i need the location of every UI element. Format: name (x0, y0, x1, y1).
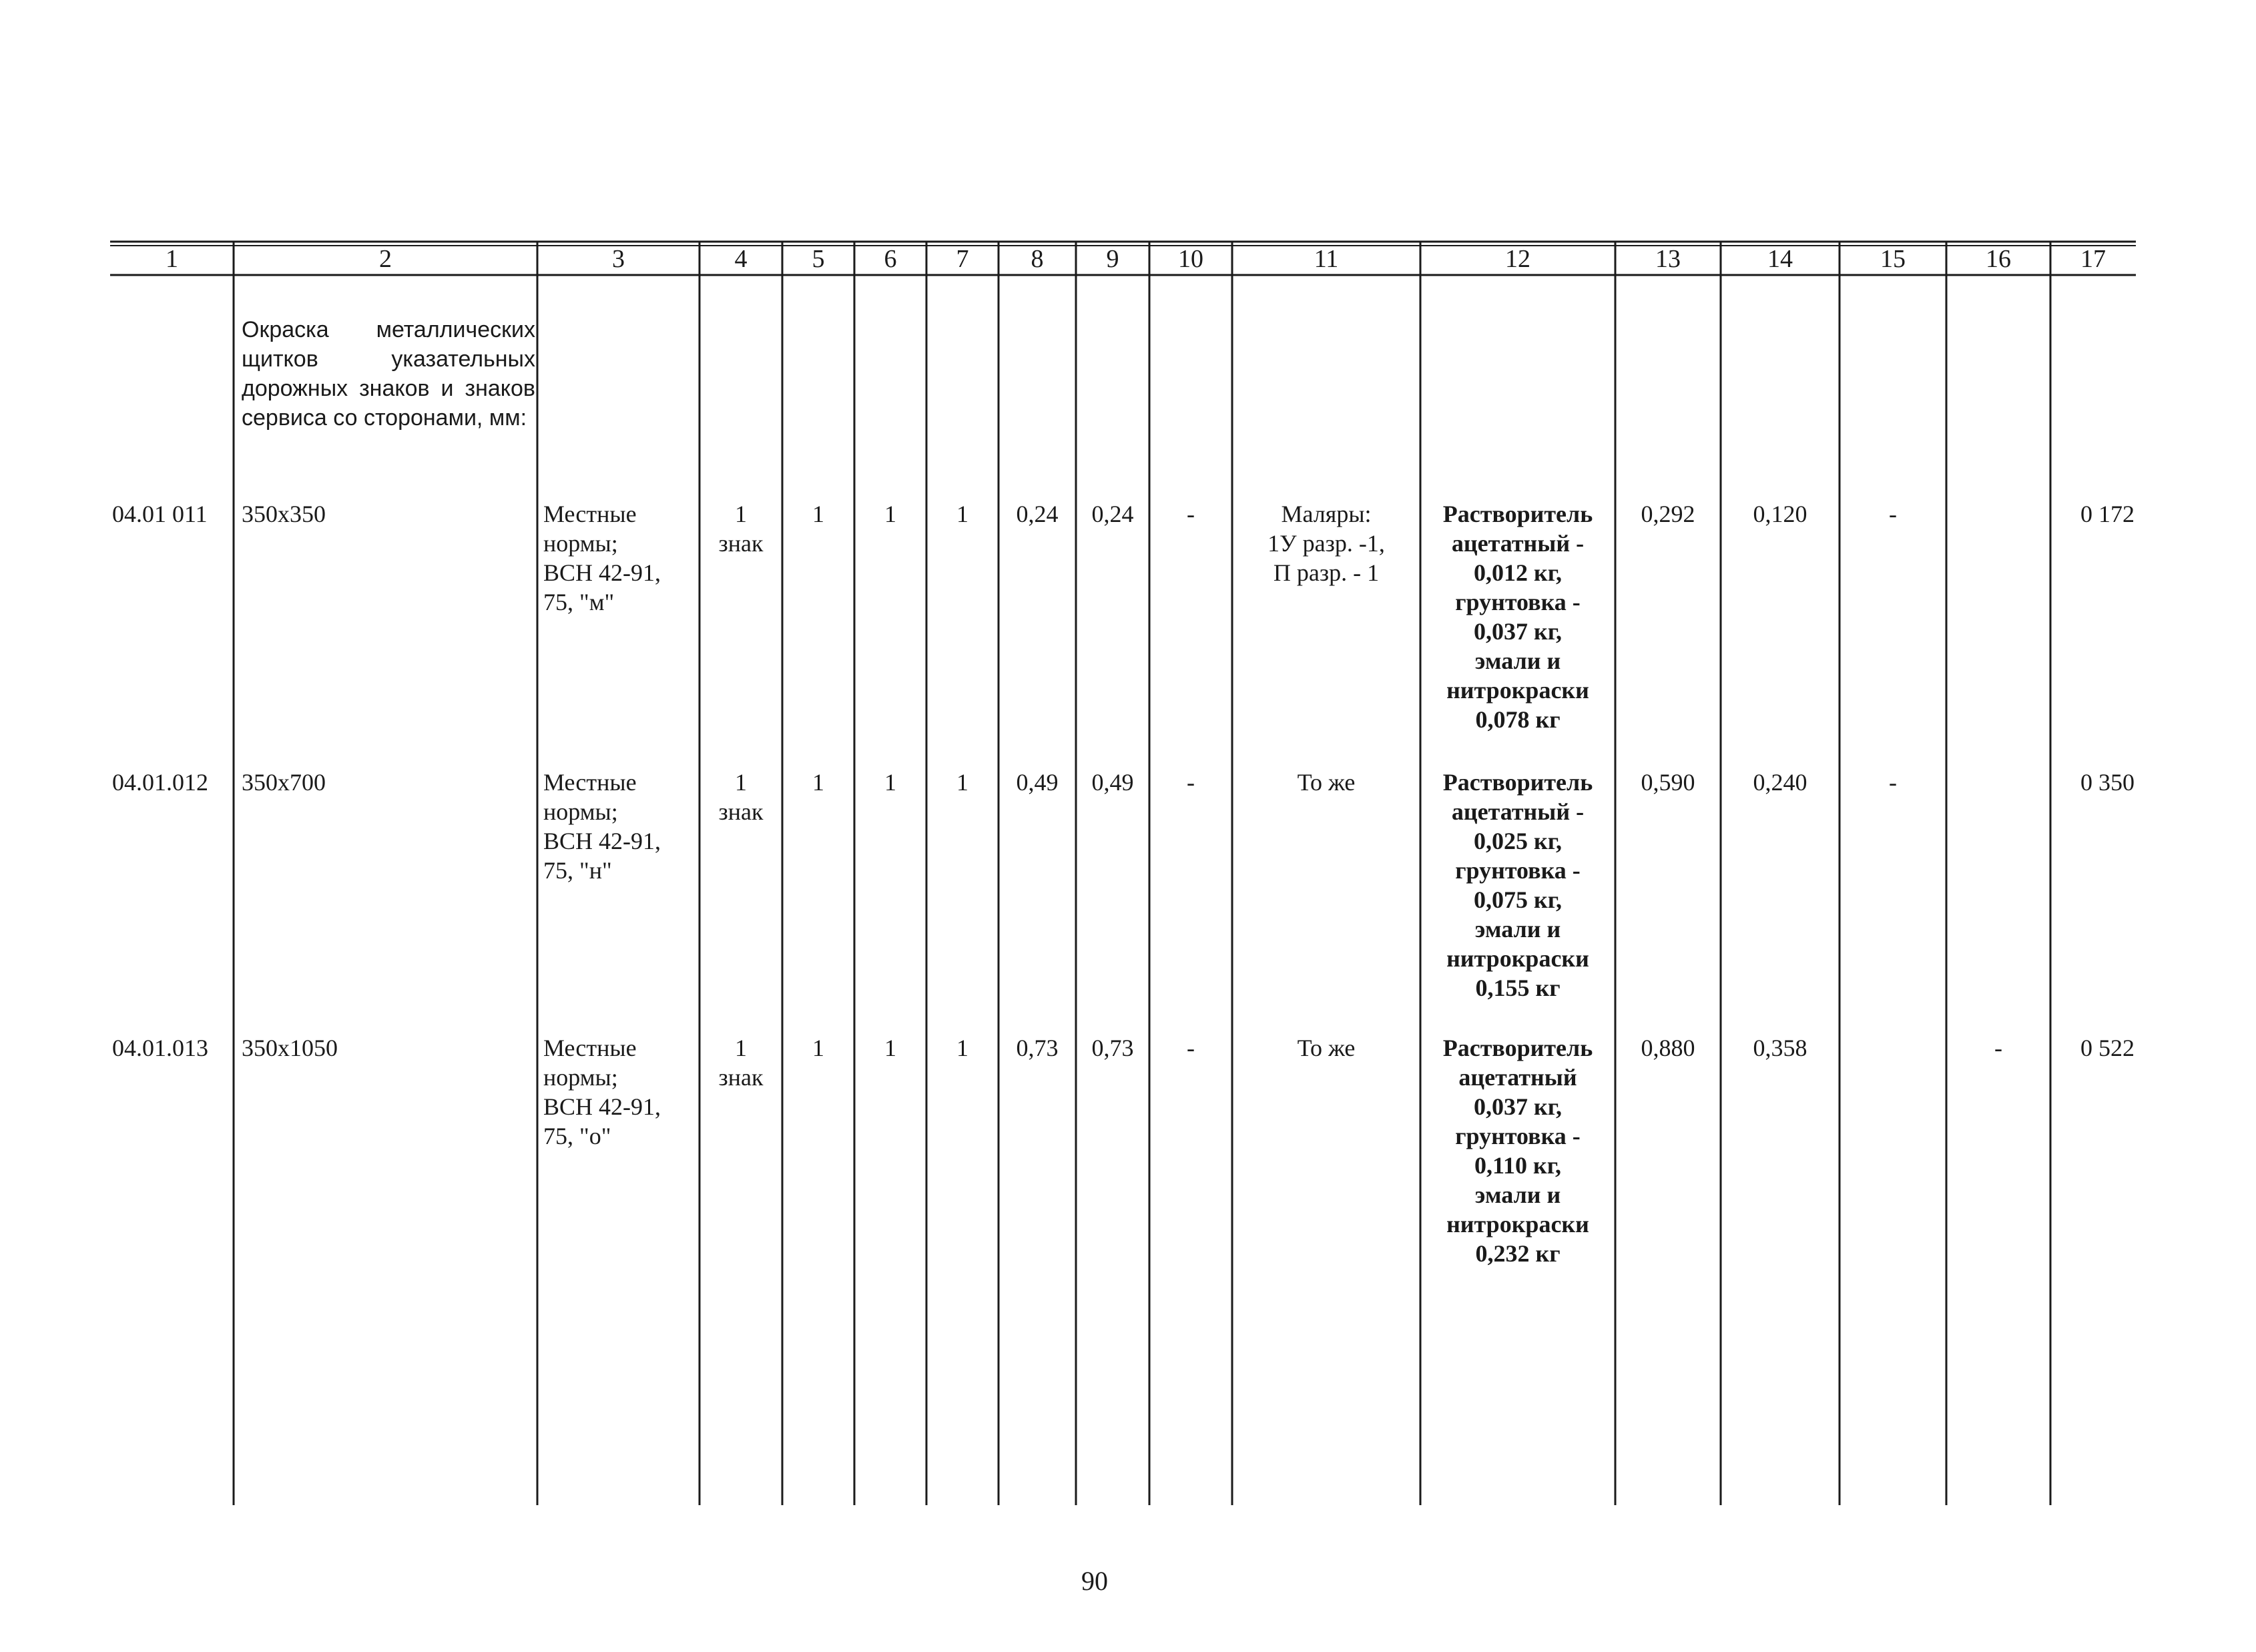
column-header-12: 12 (1505, 245, 1530, 273)
row-1-col8: 0,24 (1016, 501, 1059, 527)
row-1-col10: - (1187, 501, 1195, 527)
row-2-col9: 0,49 (1091, 769, 1134, 796)
row-3-unit: 1 знак (718, 1035, 764, 1091)
row-1-code: 04.01 011 (112, 501, 208, 527)
row-1-col13: 0,292 (1641, 501, 1695, 527)
column-header-14: 14 (1767, 245, 1793, 273)
column-header-3: 3 (612, 245, 625, 273)
row-1-size: 350х350 (242, 501, 326, 527)
row-2-workers: То же (1297, 769, 1356, 796)
row-1-col7: 1 (956, 501, 968, 527)
row-2-norms: Местные нормы; ВСН 42-91, 75, "н" (543, 769, 661, 884)
row-3-col13: 0,880 (1641, 1035, 1695, 1061)
column-header-17: 17 (2080, 245, 2106, 273)
row-3-code: 04.01.013 (112, 1035, 208, 1061)
column-header-16: 16 (1986, 245, 2011, 273)
row-2-code: 04.01.012 (112, 769, 208, 796)
row-3-col14: 0,358 (1753, 1035, 1807, 1061)
row-2-unit: 1 знак (718, 769, 764, 825)
row-3-workers: То же (1297, 1035, 1356, 1061)
page-number: 90 (1081, 1566, 1108, 1596)
column-header-1: 1 (166, 245, 178, 273)
row-1-workers: Маляры: 1У разр. -1, П разр. - 1 (1267, 501, 1385, 586)
row-2-materials: Растворитель ацетатный - 0,025 кг, грунтовка - 0,075 кг, эмали и нитрокраски 0,155 кг (1442, 769, 1593, 1001)
row-1-col9: 0,24 (1091, 501, 1134, 527)
row-2-col5: 1 (812, 769, 824, 796)
row-2-col17: 0 350 (2080, 769, 2135, 796)
column-header-10: 10 (1178, 245, 1203, 273)
row-2-col10: - (1187, 769, 1195, 796)
column-header-8: 8 (1031, 245, 1044, 273)
row-1-col14: 0,120 (1753, 501, 1807, 527)
row-3-col6: 1 (884, 1035, 896, 1061)
row-3-col10: - (1187, 1035, 1195, 1061)
row-2-col15: - (1889, 769, 1897, 796)
column-header-13: 13 (1655, 245, 1681, 273)
row-1-col6: 1 (884, 501, 896, 527)
row-3-col16: - (1994, 1035, 2002, 1061)
section-title: Окраска металлических щитков указательных дорожных знаков и знаков сервиса со сторонами, мм: (242, 317, 535, 431)
row-3-col5: 1 (812, 1035, 824, 1061)
row-3-col17: 0 522 (2080, 1035, 2135, 1061)
column-header-2: 2 (379, 245, 392, 273)
row-2-col14: 0,240 (1753, 769, 1807, 796)
column-header-7: 7 (956, 245, 969, 273)
row-2-col8: 0,49 (1016, 769, 1059, 796)
row-1-unit: 1 знак (718, 501, 764, 557)
row-2-col13: 0,590 (1641, 769, 1695, 796)
row-1-norms: Местные нормы; ВСН 42-91, 75, "м" (543, 501, 661, 615)
row-2-col6: 1 (884, 769, 896, 796)
row-1-col17: 0 172 (2080, 501, 2135, 527)
row-3-norms: Местные нормы; ВСН 42-91, 75, "о" (543, 1035, 661, 1149)
row-1-col15: - (1889, 501, 1897, 527)
column-header-11: 11 (1314, 245, 1339, 273)
row-3-col8: 0,73 (1016, 1035, 1059, 1061)
column-header-15: 15 (1880, 245, 1906, 273)
row-3-size: 350х1050 (242, 1035, 338, 1061)
row-1-materials: Растворитель ацетатный - 0,012 кг, грунтовка - 0,037 кг, эмали и нитрокраски 0,078 кг (1442, 501, 1593, 733)
row-3-col7: 1 (956, 1035, 968, 1061)
row-1-col5: 1 (812, 501, 824, 527)
column-header-4: 4 (734, 245, 748, 273)
row-3-col9: 0,73 (1091, 1035, 1134, 1061)
row-2-col7: 1 (956, 769, 968, 796)
column-header-6: 6 (884, 245, 897, 273)
column-header-5: 5 (812, 245, 825, 273)
column-header-9: 9 (1106, 245, 1119, 273)
row-2-size: 350х700 (242, 769, 326, 796)
row-3-materials: Растворитель ацетатный 0,037 кг, грунтовка - 0,110 кг, эмали и нитрокраски 0,232 кг (1442, 1035, 1593, 1267)
